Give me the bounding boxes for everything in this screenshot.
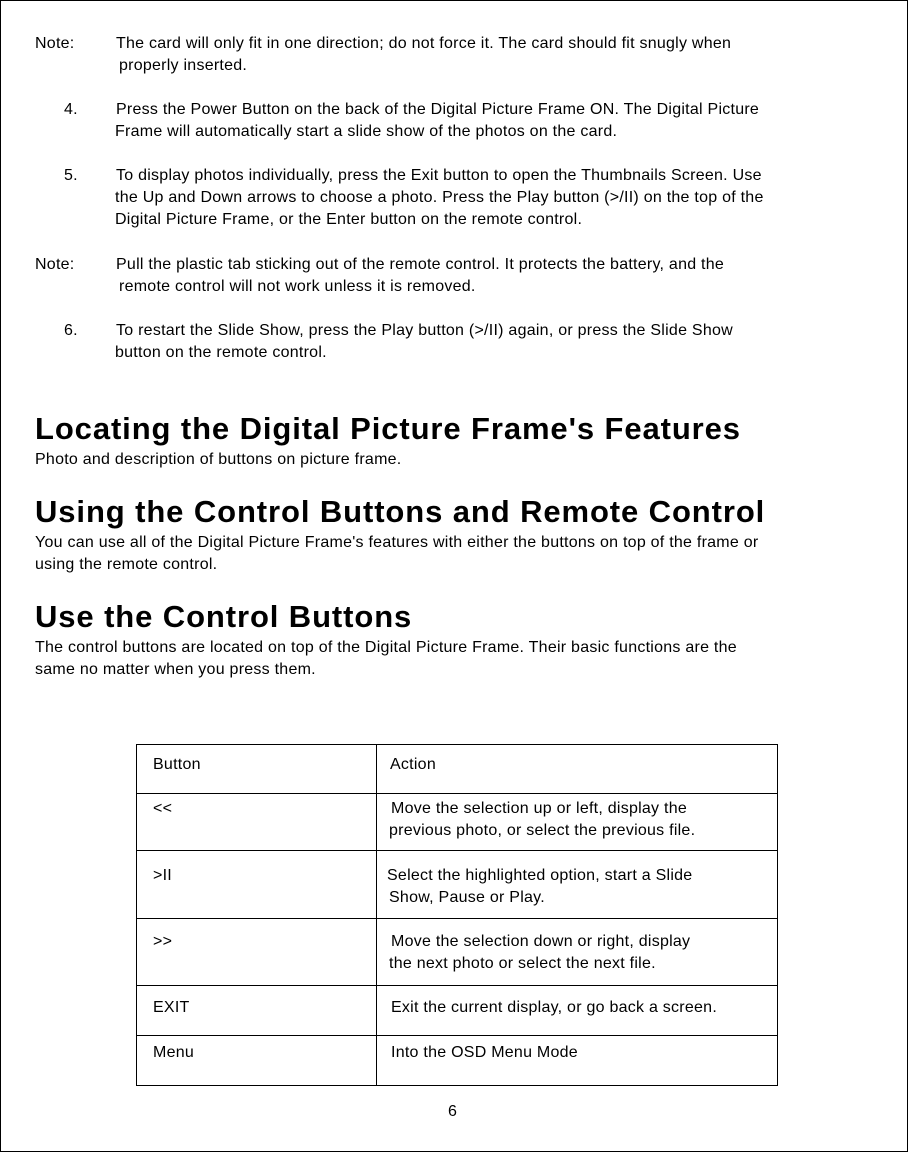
step-text-line: Frame will automatically start a slide show of the photos on the card. (115, 123, 618, 140)
table-row-divider (137, 793, 777, 794)
table-row-divider (137, 1035, 777, 1036)
step-text-line: button on the remote control. (115, 344, 327, 361)
section-text-line: Photo and description of buttons on picture frame. (35, 451, 402, 468)
section-heading-using: Using the Control Buttons and Remote Control (35, 494, 766, 529)
table-row-divider (137, 985, 777, 986)
note-text-line: properly inserted. (119, 57, 248, 74)
note-text-line: remote control will not work unless it is removed. (119, 278, 476, 295)
button-action-table (136, 744, 778, 1086)
page-number: 6 (448, 1103, 458, 1120)
section-heading-control-buttons: Use the Control Buttons (35, 599, 413, 634)
table-cell-button: << (153, 800, 173, 817)
note-label: Note: (35, 256, 75, 273)
section-text-line: You can use all of the Digital Picture Frame's features with either the buttons on top of the frame or (35, 534, 759, 551)
table-cell-button: >> (153, 933, 173, 950)
table-header-button: Button (153, 756, 201, 773)
table-row-divider (137, 850, 777, 851)
step-text-line: To restart the Slide Show, press the Play button (>/II) again, or press the Slide Show (116, 322, 733, 339)
section-text-line: using the remote control. (35, 556, 218, 573)
section-text-line: same no matter when you press them. (35, 661, 316, 678)
step-text-line: the Up and Down arrows to choose a photo. Press the Play button (>/II) on the top of the (115, 189, 764, 206)
table-column-divider (376, 745, 377, 1085)
table-cell-action: Move the selection down or right, display (391, 933, 691, 950)
step-number: 4. (64, 101, 78, 118)
step-number: 6. (64, 322, 78, 339)
table-cell-action: Show, Pause or Play. (389, 889, 545, 906)
table-row-divider (137, 918, 777, 919)
table-cell-button: EXIT (153, 999, 190, 1016)
table-header-action: Action (390, 756, 436, 773)
table-cell-action: previous photo, or select the previous file. (389, 822, 696, 839)
table-cell-action: Exit the current display, or go back a screen. (391, 999, 718, 1016)
table-cell-button: Menu (153, 1044, 195, 1061)
step-text-line: Digital Picture Frame, or the Enter button on the remote control. (115, 211, 583, 228)
table-cell-button: >II (153, 867, 172, 884)
step-text-line: To display photos individually, press the Exit button to open the Thumbnails Screen. Use (116, 167, 762, 184)
table-cell-action: Select the highlighted option, start a Slide (387, 867, 693, 884)
note-text-line: Pull the plastic tab sticking out of the remote control. It protects the battery, and the (116, 256, 725, 273)
note-label: Note: (35, 35, 75, 52)
table-cell-action: Move the selection up or left, display the (391, 800, 687, 817)
step-text-line: Press the Power Button on the back of the Digital Picture Frame ON. The Digital Picture (116, 101, 760, 118)
section-heading-locating: Locating the Digital Picture Frame's Features (35, 411, 741, 446)
note-text-line: The card will only fit in one direction; do not force it. The card should fit snugly when (116, 35, 732, 52)
section-text-line: The control buttons are located on top of the Digital Picture Frame. Their basic functions are the (35, 639, 737, 656)
table-cell-action: Into the OSD Menu Mode (391, 1044, 578, 1061)
step-number: 5. (64, 167, 78, 184)
table-cell-action: the next photo or select the next file. (389, 955, 656, 972)
